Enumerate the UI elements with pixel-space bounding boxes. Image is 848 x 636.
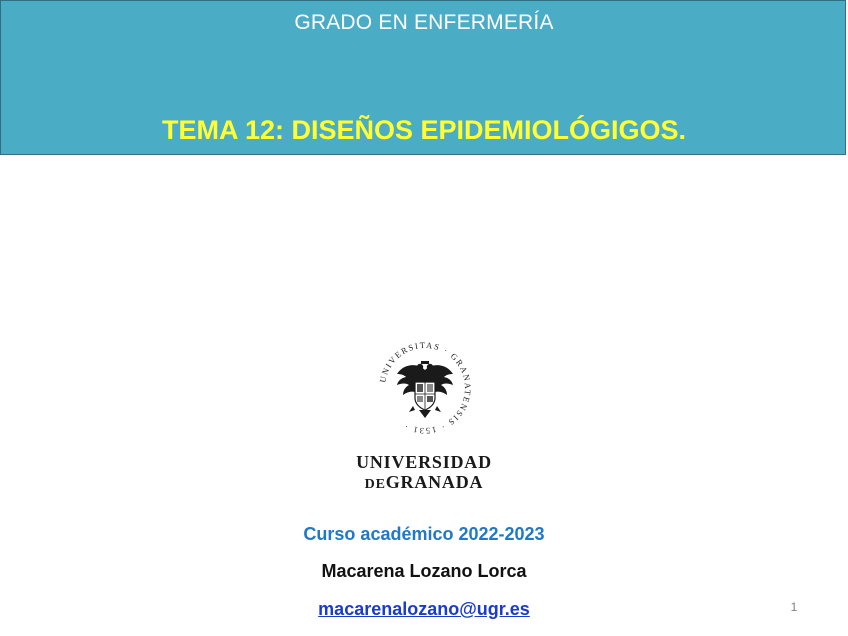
university-name-city: GRANADA [385, 472, 484, 492]
svg-text:UNIVERSITAS · GRANATENSIS · 15: UNIVERSITAS · GRANATENSIS · 1531 · [377, 340, 473, 436]
university-seal-icon [377, 340, 473, 436]
program-title: GRADO EN ENFERMERÍA [294, 11, 554, 34]
author-name: Macarena Lozano Lorca [321, 561, 527, 581]
academic-year: Curso académico 2022-2023 [303, 524, 545, 544]
header-band [0, 0, 846, 155]
university-name-line1: UNIVERSIDAD [356, 452, 492, 472]
university-name-line2 [300, 472, 548, 493]
email-link[interactable]: macarenalozano@ugr.es [318, 599, 530, 619]
university-name-prefix: DE [364, 477, 386, 492]
page-number: 1 [790, 600, 798, 614]
email-line [0, 599, 848, 620]
topic-title: TEMA 12: DISEÑOS EPIDEMIOLÓGIGOS. [161, 115, 687, 145]
